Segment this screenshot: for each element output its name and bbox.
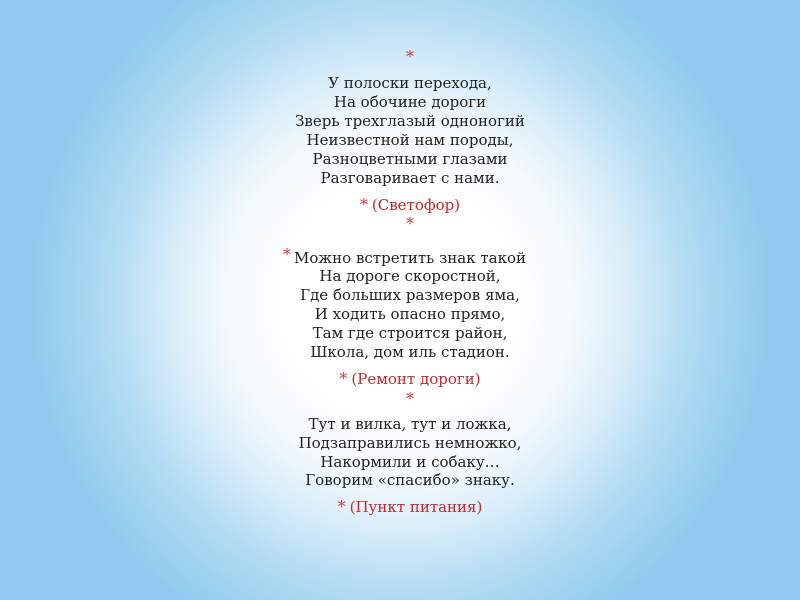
bullet-star-icon: * [406, 214, 414, 233]
riddle-1-line-5: Разноцветными глазами [312, 150, 508, 168]
riddle-1-line-6: Разговаривает с нами. [320, 169, 500, 187]
riddle-3-line-1: Тут и вилка, тут и ложка, [308, 415, 512, 433]
riddle-3-answer: (Пункт питания) [349, 498, 483, 516]
riddle-1-line-3: Зверь трехглазый одноногий [295, 112, 525, 130]
bullet-star-icon: * [359, 195, 368, 214]
riddle-2-line-1: Можно встретить знак такой [293, 249, 527, 267]
riddle-2-line-5: Там где строится район, [312, 324, 508, 342]
riddle-2-line-3: Где больших размеров яма, [300, 286, 520, 304]
bullet-star-icon: * [283, 245, 291, 264]
riddle-2-line-4: И ходить опасно прямо, [314, 305, 506, 323]
riddle-1-line-4: Неизвестной нам породы, [306, 131, 514, 149]
bullet-star-icon: * [406, 47, 414, 66]
riddle-1-answer: (Светофор) [371, 196, 461, 214]
bullet-star-icon: * [337, 497, 346, 516]
riddle-2-line-2: На дороге скоростной, [319, 267, 501, 285]
riddle-1-answer-row [0, 196, 800, 214]
riddle-3-line-4: Говорим «спасибо» знаку. [305, 471, 515, 489]
riddle-1-line-1: У полоски перехода, [328, 74, 492, 92]
riddle-2-line-6: Школа, дом иль стадион. [310, 343, 510, 361]
riddle-1-line-2: На обочине дороги [333, 93, 487, 111]
bullet-star-icon: * [406, 389, 414, 408]
bullet-star-icon: * [339, 369, 348, 388]
riddle-3-line-2: Подзаправились немножко, [298, 434, 522, 452]
riddle-2-answer: (Ремонт дороги) [351, 370, 481, 388]
riddle-2-answer-row [0, 370, 800, 388]
riddle-3-answer-row [0, 498, 800, 516]
riddle-3-line-3: Накормили и собаку… [320, 453, 500, 471]
